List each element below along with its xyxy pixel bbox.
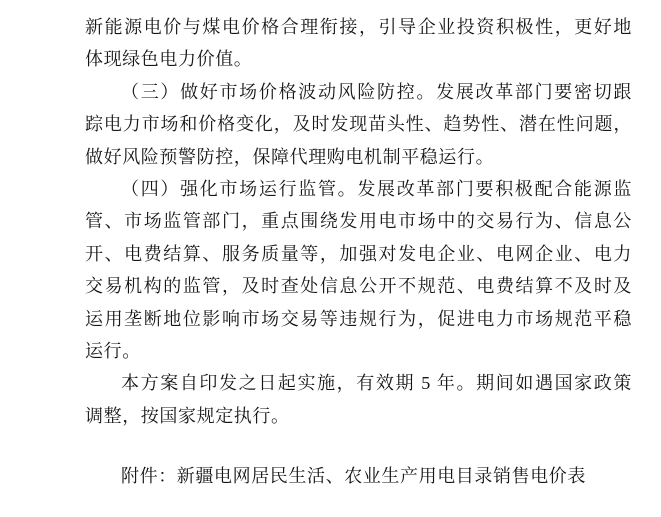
attachment-line: 附件：新疆电网居民生活、农业生产用电目录销售电价表 xyxy=(121,466,586,487)
paragraph-item-three xyxy=(85,76,632,173)
text-line: 运行。 xyxy=(85,340,141,361)
paragraph-item-four xyxy=(85,173,632,367)
text-line: 开、电费结算、服务质量等，加强对发电企业、电网企业、电力 xyxy=(85,243,632,264)
text-line: 管、市场监管部门，重点围绕发用电市场中的交易行为、信息公 xyxy=(85,211,632,232)
text-line: 调整，按国家规定执行。 xyxy=(85,405,290,426)
text-line: 交易机构的监管，及时查处信息公开不规范、电费结算不及时及 xyxy=(85,276,632,297)
text-line: 新能源电价与煤电价格合理衔接，引导企业投资积极性，更好地 xyxy=(85,17,632,37)
text-line: （四）强化市场运行监管。发展改革部门要积极配合能源监 xyxy=(121,178,632,199)
text-line: 运用垄断地位影响市场交易等违规行为，促进电力市场规范平稳 xyxy=(85,308,632,329)
text-line: 本方案自印发之日起实施，有效期 5 年。期间如遇国家政策 xyxy=(121,373,632,394)
text-line: 踪电力市场和价格变化，及时发现苗头性、趋势性、潜在性问题， xyxy=(85,114,632,135)
text-line: 做好风险预警防控，保障代理购电机制平稳运行。 xyxy=(85,146,495,167)
document-body xyxy=(85,11,632,492)
paragraph-effective-period xyxy=(85,367,632,432)
blank-space xyxy=(85,432,632,460)
paragraph-intro xyxy=(85,11,632,76)
text-line: （三）做好市场价格波动风险防控。发展改革部门要密切跟 xyxy=(121,81,632,102)
text-line: 体现绿色电力价值。 xyxy=(85,49,253,70)
